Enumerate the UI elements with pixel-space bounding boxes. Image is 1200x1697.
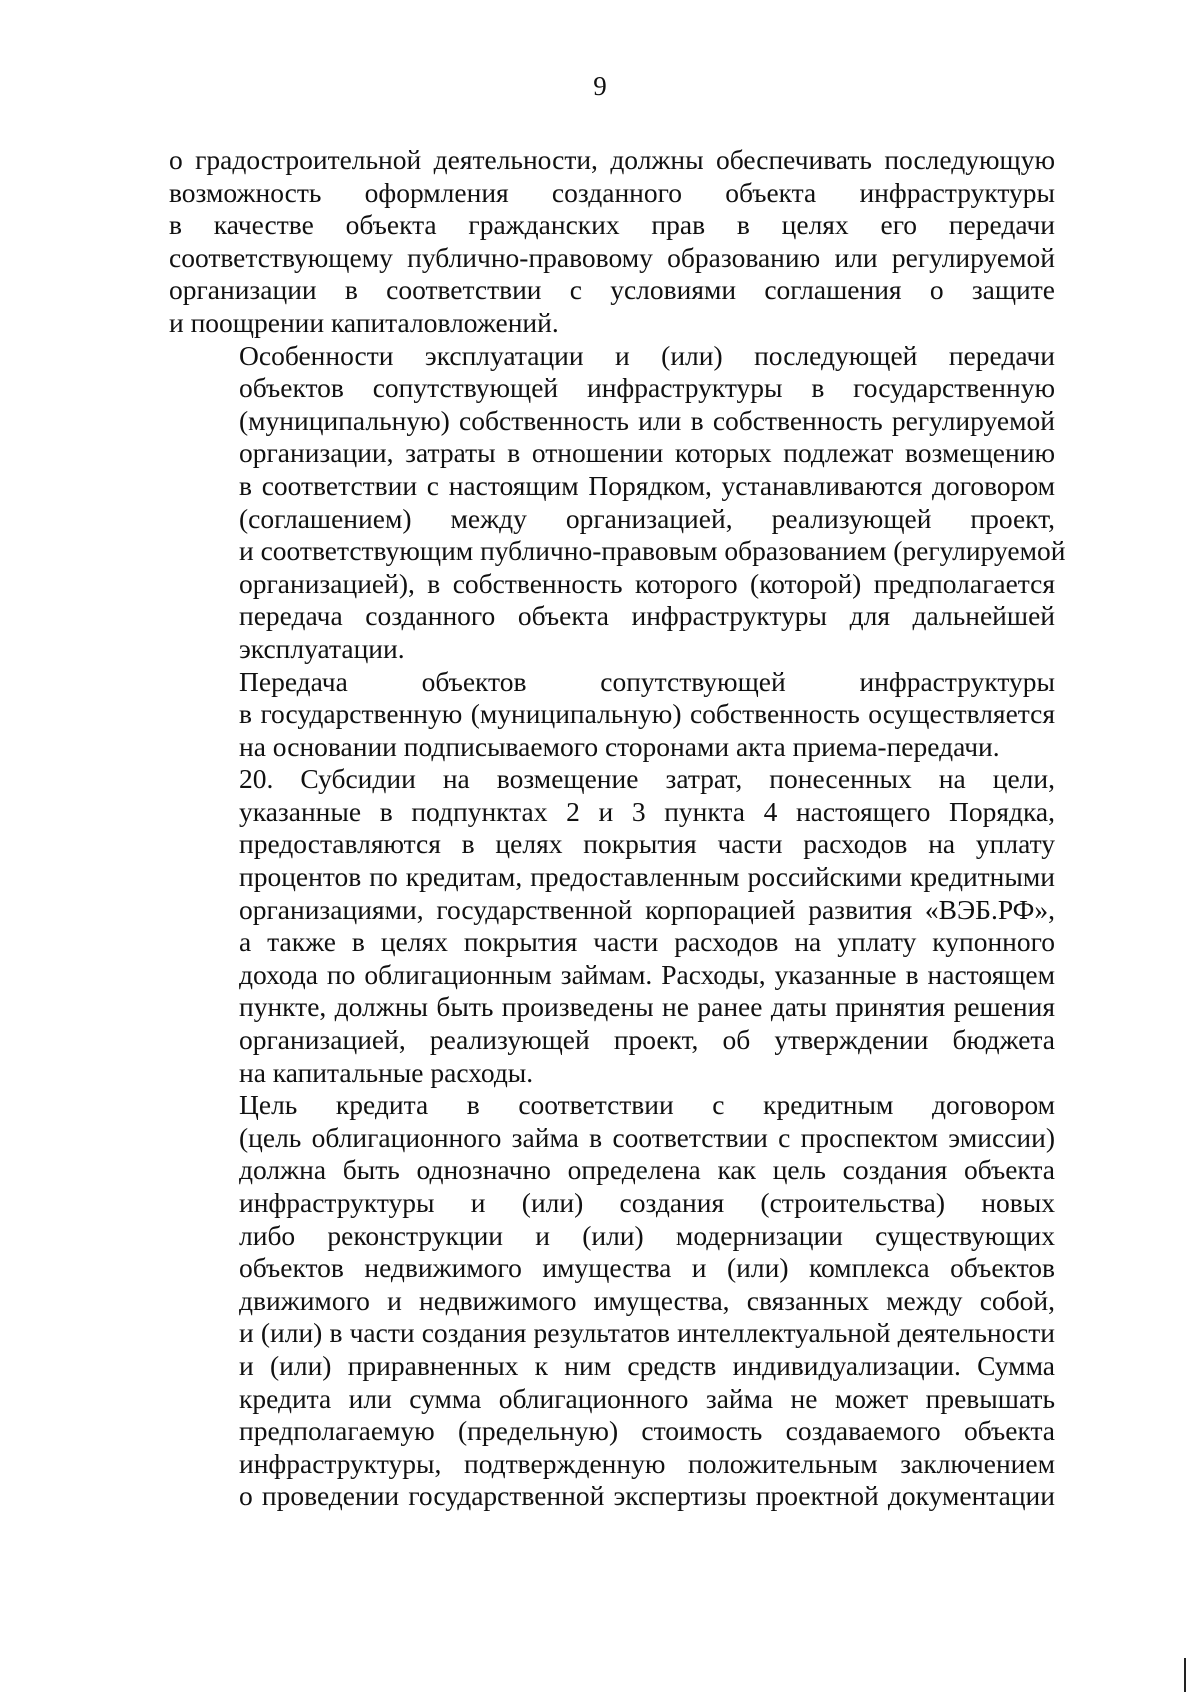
text-line: указанные в подпунктах 2 и 3 пункта 4 настоящего Порядка, — [239, 795, 1055, 827]
paragraph — [169, 144, 1055, 340]
text-line: Цель кредита в соответствии с кредитным договором — [239, 1089, 1055, 1121]
text-line: (муниципальную) собственность или в собственность регулируемой — [239, 404, 1055, 436]
text-line: соответствующему публично-правовому образованию или регулируемой — [169, 241, 1055, 273]
text-line: должна быть однозначно определена как цель создания объекта — [239, 1154, 1055, 1186]
page-number: 9 — [593, 71, 607, 101]
text-line: либо реконструкции и (или) модернизации существующих — [239, 1219, 1055, 1251]
text-line: предполагаемую (предельную) стоимость создаваемого объекта — [239, 1415, 1055, 1447]
text-line: организации в соответствии с условиями соглашения о защите — [169, 274, 1055, 306]
text-line: предоставляются в целях покрытия части расходов на уплату — [239, 828, 1055, 860]
paragraph — [169, 339, 1066, 666]
text-line: передача созданного объекта инфраструктуры для дальнейшей — [239, 600, 1055, 632]
text-line: в соответствии с настоящим Порядком, устанавливаются договором — [239, 469, 1055, 501]
paragraph — [169, 666, 1055, 764]
paragraph — [169, 763, 1055, 1089]
text-line: и поощрении капиталовложений. — [169, 306, 559, 338]
text-line: 20. Субсидии на возмещение затрат, понесенных на цели, — [239, 763, 1055, 795]
text-line: Особенности эксплуатации и (или) последующей передачи — [239, 339, 1055, 371]
text-line: и (или) в части создания результатов интеллектуальной деятельности — [239, 1317, 1055, 1349]
text-line: организациями, государственной корпорацией развития «ВЭБ.РФ», — [239, 893, 1055, 925]
text-line: эксплуатации. — [239, 632, 405, 664]
text-line: объектов недвижимого имущества и (или) комплекса объектов — [239, 1252, 1055, 1284]
text-line: а также в целях покрытия части расходов на уплату купонного — [239, 926, 1055, 958]
text-line: организации, затраты в отношении которых подлежат возмещению — [239, 437, 1055, 469]
text-line: в государственную (муниципальную) собственность осуществляется — [239, 698, 1055, 730]
text-line: и (или) приравненных к ним средств индивидуализации. Сумма — [239, 1349, 1055, 1381]
text-line: инфраструктуры, подтвержденную положительным заключением — [239, 1447, 1055, 1479]
text-line: в качестве объекта гражданских прав в целях его передачи — [169, 209, 1055, 241]
text-line: (соглашением) между организацией, реализующей проект, — [239, 502, 1055, 534]
text-line: объектов сопутствующей инфраструктуры в государственную — [239, 372, 1055, 404]
text-line: кредита или сумма облигационного займа не может превышать — [239, 1382, 1055, 1414]
text-line: возможность оформления созданного объекта инфраструктуры — [169, 176, 1055, 208]
text-line: Передача объектов сопутствующей инфраструктуры — [239, 665, 1055, 697]
text-line: о градостроительной деятельности, должны обеспечивать последующую — [169, 144, 1055, 175]
scan-edge-mark — [1184, 1658, 1186, 1692]
text-line: о проведении государственной экспертизы проектной документации — [239, 1480, 1055, 1512]
text-line: на основании подписываемого сторонами акта приема-передачи. — [239, 730, 1000, 762]
text-line: организацией, реализующей проект, об утверждении бюджета — [239, 1024, 1055, 1056]
text-line: дохода по облигационным займам. Расходы, указанные в настоящем — [239, 958, 1055, 990]
text-line: (цель облигационного займа в соответствии с проспектом эмиссии) — [239, 1121, 1055, 1153]
text-line: инфраструктуры и (или) создания (строительства) новых — [239, 1187, 1055, 1218]
document-body — [169, 144, 1066, 1513]
text-line: пункте, должны быть произведены не ранее даты принятия решения — [239, 991, 1055, 1023]
text-line: и соответствующим публично-правовым образованием (регулируемой — [239, 535, 1066, 567]
text-line: на капитальные расходы. — [239, 1056, 534, 1088]
text-line: организацией), в собственность которого (которой) предполагается — [239, 567, 1055, 599]
text-line: процентов по кредитам, предоставленным российскими кредитными — [239, 861, 1055, 893]
paragraph — [169, 1089, 1055, 1513]
text-line: движимого и недвижимого имущества, связанных между собой, — [239, 1284, 1055, 1316]
